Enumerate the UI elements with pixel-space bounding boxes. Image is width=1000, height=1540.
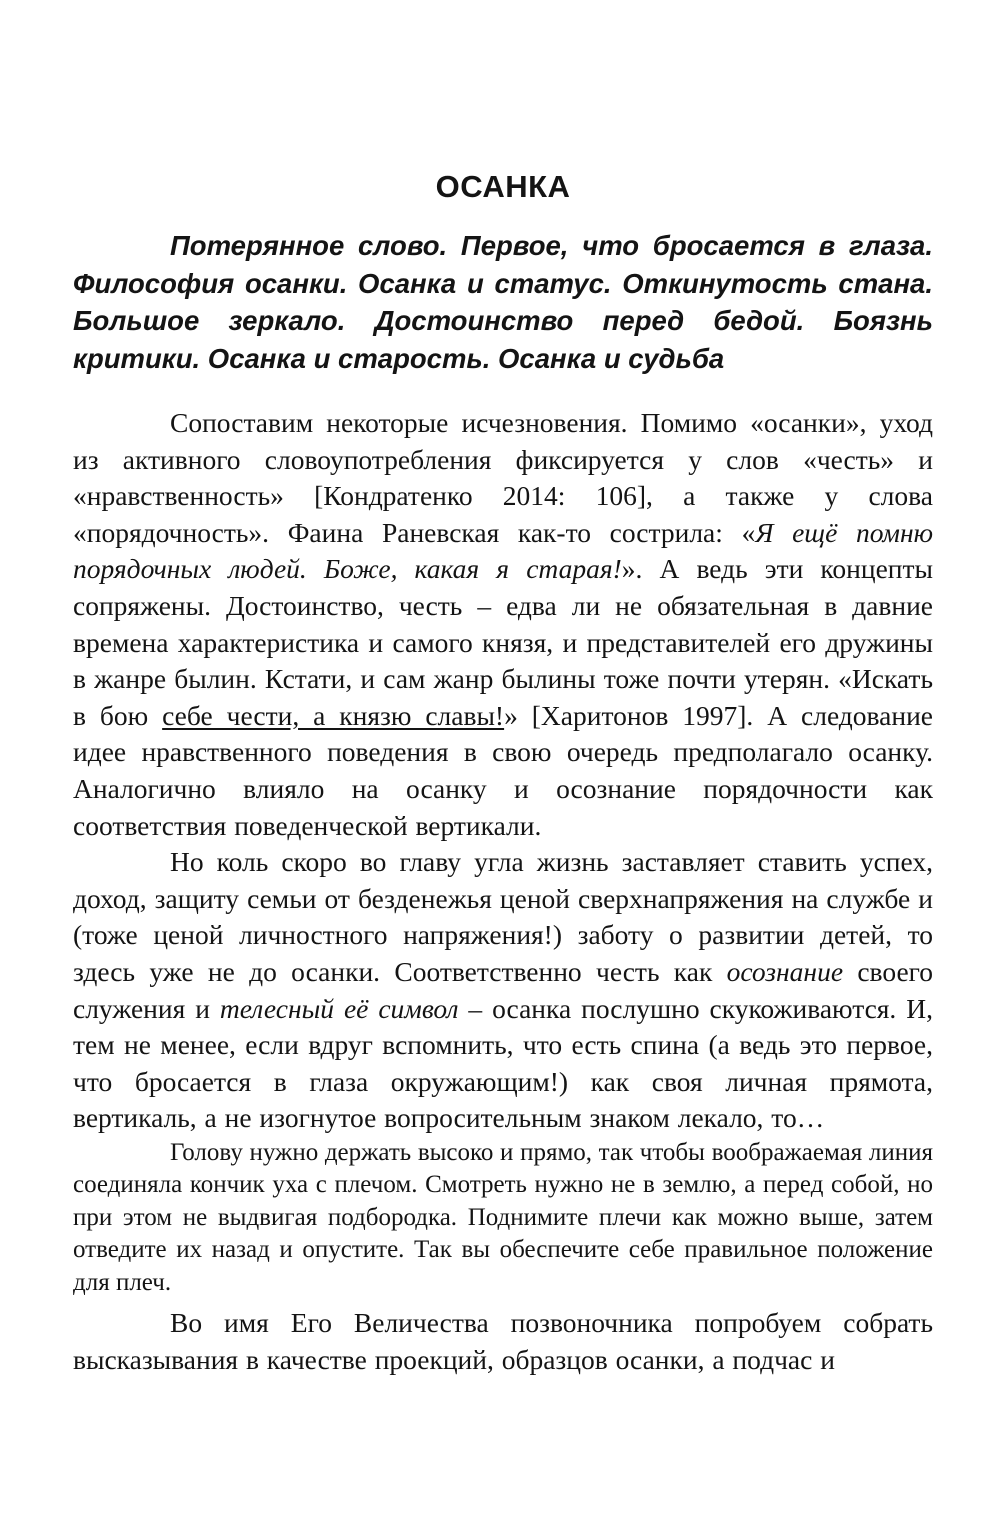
paragraph-3: Во имя Его Величества позвоночника попробуем собрать высказывания в качестве проекций, образцов осанки, а подчас и <box>73 1307 933 1375</box>
underlined-phrase: себе чести, а князю славы! <box>162 699 505 731</box>
ranevskaya-quote: Я ещё помню порядочных людей. Боже, какая я старая! <box>73 516 933 585</box>
page-content <box>73 165 933 1379</box>
posture-instruction-quote: Голову нужно держать высоко и прямо, так чтобы воображаемая линия соединяла кончик уха с плечом. Смотреть нужно не в землю, а перед собой, но при этом не выдвигая подбородка. Поднимите плечи как можно выше, затем отведите их назад и опустите. Так вы обеспечите себе правильное положение для плеч. <box>73 1138 933 1296</box>
paragraph-2-text-e: – осанка послушно скукоживаются. И, тем не менее, если вдруг вспомнить, что есть спина (а ведь это первое, что бросается в глаза окружающим!) как своя личная прямота, вертикаль, а не изогнутое вопросительным знаком лекало, то… <box>73 992 933 1134</box>
paragraph-2-text-a: Но коль скоро во главу угла жизнь заставляет ставить успех, доход, защиту семьи от безденежья ценой сверхнапряжения на службе и (тоже ценой личностного напряжения!) заботу о развитии детей, то здесь уже не до осанки. Соответственно честь как <box>73 846 933 987</box>
paragraph-1 <box>73 405 933 844</box>
italic-term-awareness: осознание <box>726 955 844 987</box>
paragraph-1-text-a: Сопоставим некоторые исчезновения. Помимо «осанки», уход из активного словоупотребления фиксируется у слов «честь» и «нравственность» [Кондратенко 2014: 106], а также у слова «порядочность». Фаина Раневская как-то сострила: « <box>73 407 933 548</box>
italic-term-symbol: телесный её символ <box>219 992 459 1024</box>
paragraph-1-text-c: ». А ведь эти концепты сопряжены. Достоинство, честь – едва ли не обязательная в давние времена характеристика и самого князя, и представителей его дружины в жанре былин. Кстати, и сам жанр былины тоже почти утерян. «Искать в бою <box>73 553 933 731</box>
chapter-title: ОСАНКА <box>435 169 571 204</box>
paragraph-1-text-e: » [Харитонов 1997]. А следование идее нравственного поведения в свою очередь предполагало осанку. Аналогично влияло на осанку и осознание порядочности как соответствия поведенческой вертикали. <box>73 699 933 841</box>
chapter-subtitle: Потерянное слово. Первое, что бросается в глаза. Философия осанки. Осанка и статус. Откинутость стана. Большое зеркало. Достоинство перед бедой. Боязнь критики. Осанка и старость. Осанка и судьба <box>73 230 933 374</box>
paragraph-2 <box>73 844 933 1137</box>
paragraph-2-text-c: своего служения и <box>73 955 933 1024</box>
